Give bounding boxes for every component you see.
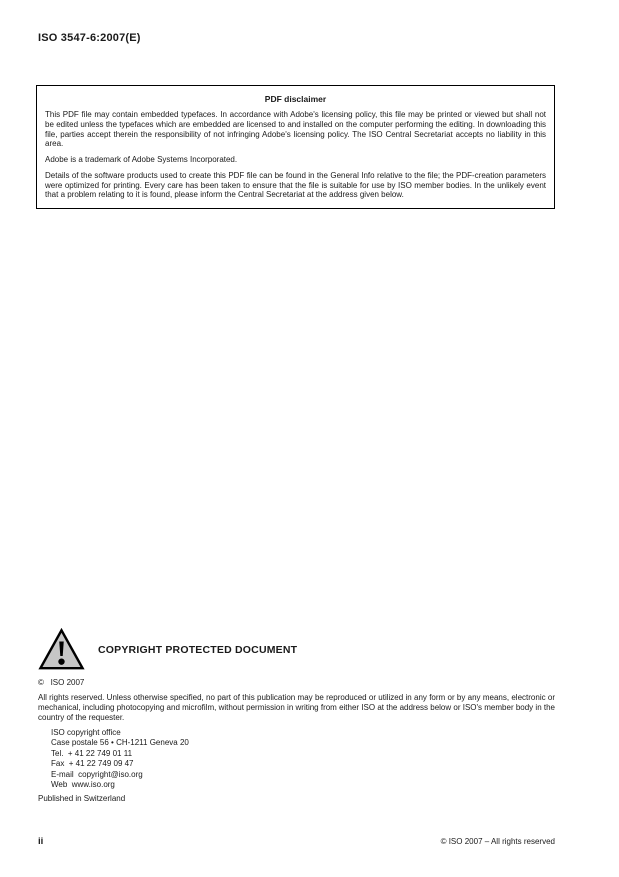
copyright-section: [38, 628, 555, 803]
disclaimer-paragraph: Adobe is a trademark of Adobe Systems Incorporated.: [45, 155, 238, 164]
document-header-reference: ISO 3547-6:2007(E): [38, 32, 141, 44]
warning-triangle-icon: [38, 628, 85, 671]
disclaimer-paragraph: Details of the software products used to create this PDF file can be found in the General Info relative to the file; the PDF-creation parameters were optimized for printing. Every care has been taken to ensure that the file is suitable for use by ISO member bodies. In the unlikely event that a problem relating to it is found, please inform the Central Secretariat at the address given below.: [45, 170, 546, 200]
disclaimer-paragraph: This PDF file may contain embedded typefaces. In accordance with Adobe's licensing policy, this file may be printed or viewed but shall not be edited unless the typefaces which are embedded are licensed to and installed on the computer performing the editing. In downloading this file, parties accept therein the responsibility of not infringing Adobe's licensing policy. The ISO Central Secretariat accepts no liability in this area.: [45, 110, 546, 149]
footer-copyright-notice: © ISO 2007 – All rights reserved: [440, 837, 555, 846]
address-line-email: E-mail copyright@iso.org: [51, 769, 143, 779]
copyright-heading-row: [38, 628, 555, 671]
address-line-web: Web www.iso.org: [51, 779, 115, 789]
page-footer: [38, 836, 555, 847]
address-line-fax: Fax + 41 22 749 09 47: [51, 759, 134, 769]
address-line-office: ISO copyright office: [51, 728, 121, 737]
page-number: ii: [38, 836, 44, 847]
copyright-protected-title: COPYRIGHT PROTECTED DOCUMENT: [98, 643, 298, 656]
pdf-disclaimer-box: [36, 85, 555, 209]
address-line-tel: Tel. + 41 22 749 01 11: [51, 748, 133, 758]
pdf-disclaimer-title: PDF disclaimer: [264, 94, 327, 104]
address-line-postal: Case postale 56 • CH-1211 Geneva 20: [51, 738, 189, 748]
iso-address-block: [51, 728, 555, 790]
published-in-line: Published in Switzerland: [38, 794, 126, 804]
rights-reserved-paragraph: All rights reserved. Unless otherwise specified, no part of this publication may be reproduced or utilized in any form or by any means, electronic or mechanical, including photocopying and microfilm, without permission in writing from either ISO at the address below or ISO's member body in the country of the requester.: [38, 693, 555, 722]
copyright-year-line: © ISO 2007: [38, 678, 85, 687]
